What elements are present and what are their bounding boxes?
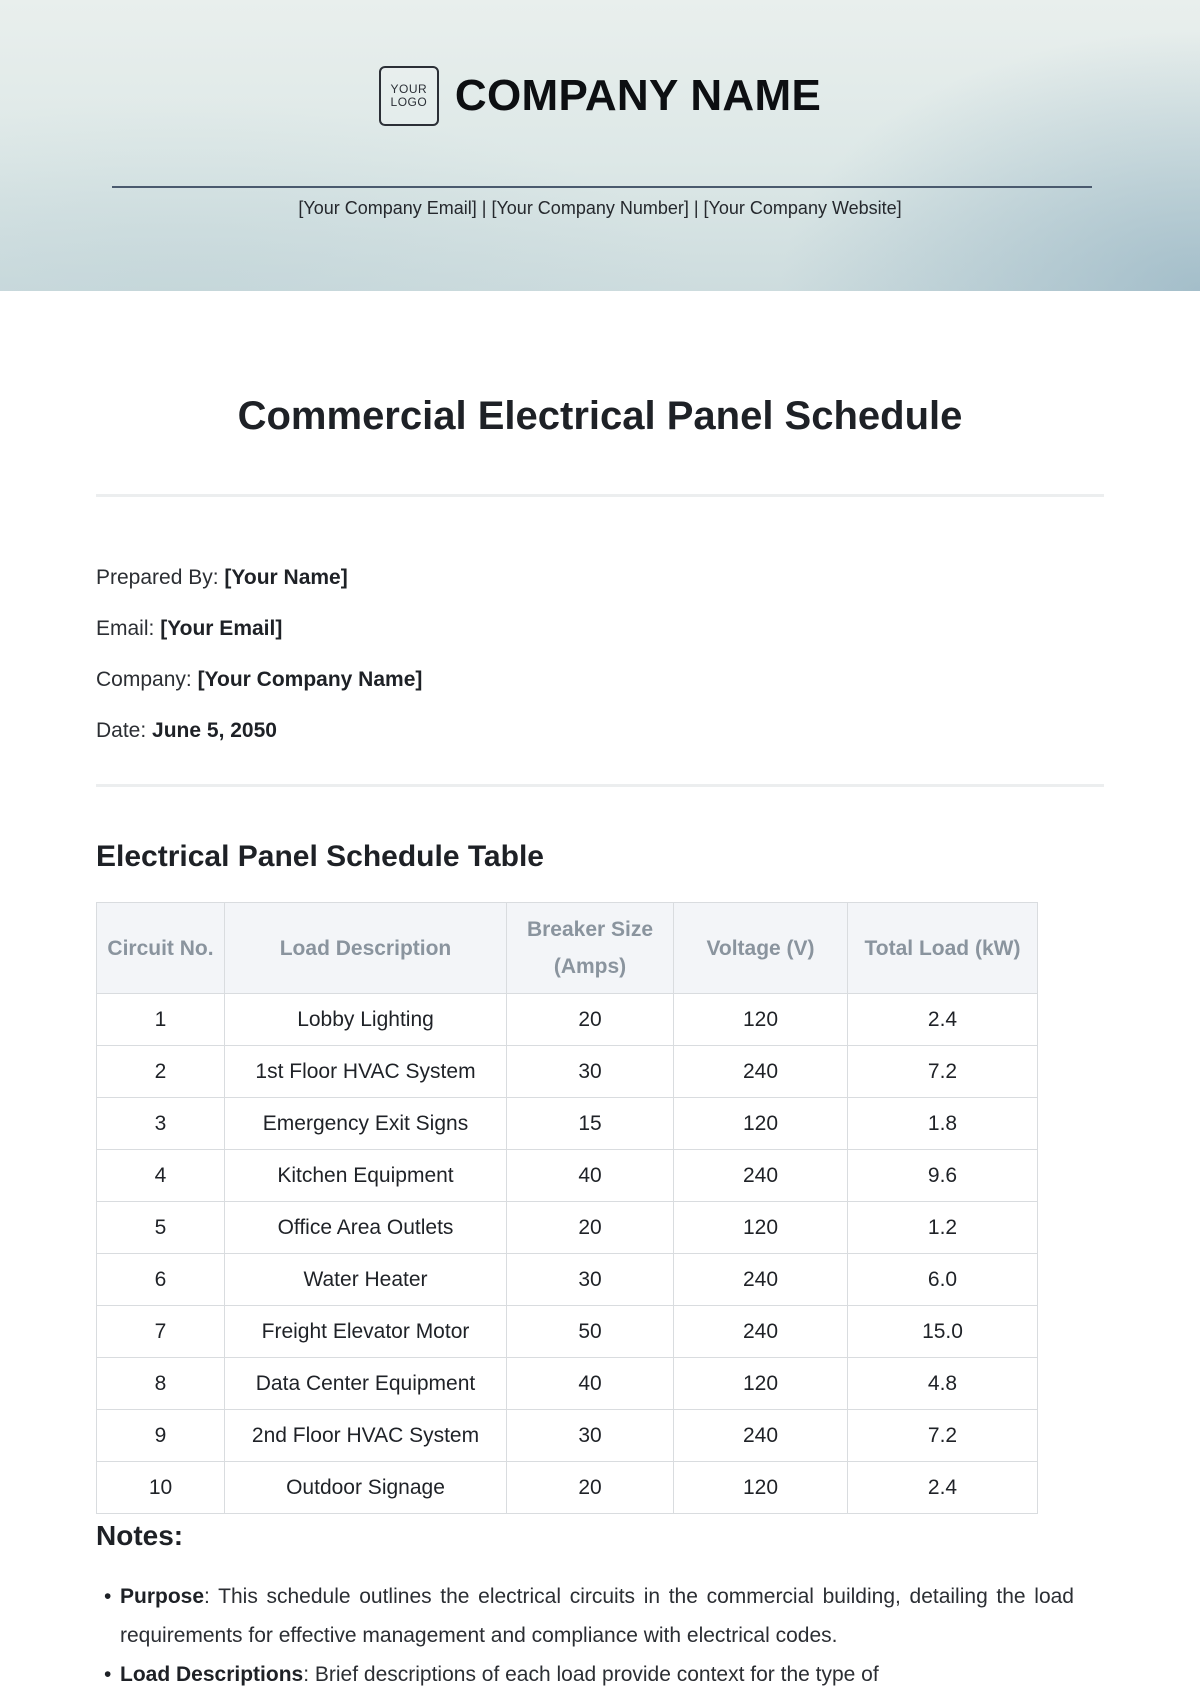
divider <box>96 784 1104 787</box>
table-cell: Kitchen Equipment <box>225 1150 507 1202</box>
table-cell: 6.0 <box>848 1254 1038 1306</box>
table-cell: 7.2 <box>848 1410 1038 1462</box>
table-cell: 20 <box>507 1202 674 1254</box>
table-cell: Data Center Equipment <box>225 1358 507 1410</box>
column-header: Breaker Size (Amps) <box>507 903 674 994</box>
prepared-by-row <box>96 552 422 603</box>
table-row <box>97 1306 1038 1358</box>
table-row <box>97 1462 1038 1514</box>
table-cell: 240 <box>674 1410 848 1462</box>
table-row <box>97 1358 1038 1410</box>
table-cell: Office Area Outlets <box>225 1202 507 1254</box>
column-header: Voltage (V) <box>674 903 848 994</box>
table-cell: Lobby Lighting <box>225 994 507 1046</box>
table-cell: 1st Floor HVAC System <box>225 1046 507 1098</box>
table-header-row <box>97 903 1038 994</box>
note-item <box>104 1577 1074 1655</box>
prepared-by-value: [Your Name] <box>224 566 348 589</box>
table-cell: Freight Elevator Motor <box>225 1306 507 1358</box>
header-band <box>0 0 1200 291</box>
company-row <box>96 654 422 705</box>
table-cell: 240 <box>674 1254 848 1306</box>
table-cell: 9 <box>97 1410 225 1462</box>
note-item <box>104 1655 1074 1694</box>
brand <box>0 66 1200 126</box>
table-cell: 1.2 <box>848 1202 1038 1254</box>
table-cell: 240 <box>674 1306 848 1358</box>
table-cell: 3 <box>97 1098 225 1150</box>
table-cell: 9.6 <box>848 1150 1038 1202</box>
table-cell: 6 <box>97 1254 225 1306</box>
company-name: COMPANY NAME <box>454 71 822 120</box>
company-value: [Your Company Name] <box>197 668 423 691</box>
company-contact-line: [Your Company Email] | [Your Company Number] | [Your Company Website] <box>298 198 902 218</box>
notes-list <box>104 1577 1074 1694</box>
table-row <box>97 1254 1038 1306</box>
table-row <box>97 1202 1038 1254</box>
table-cell: Outdoor Signage <box>225 1462 507 1514</box>
table-cell: 2.4 <box>848 1462 1038 1514</box>
note-term: Purpose <box>120 1585 205 1608</box>
date-value: June 5, 2050 <box>152 719 277 742</box>
table-row <box>97 994 1038 1046</box>
note-text: : Brief descriptions of each load provide context for the type of <box>303 1663 879 1686</box>
table-cell: 20 <box>507 994 674 1046</box>
table-cell: 15 <box>507 1098 674 1150</box>
table-cell: 2 <box>97 1046 225 1098</box>
table-cell: 8 <box>97 1358 225 1410</box>
table-cell: 40 <box>507 1150 674 1202</box>
table-cell: 120 <box>674 1462 848 1514</box>
table-row <box>97 1150 1038 1202</box>
email-row <box>96 603 422 654</box>
table-cell: 240 <box>674 1046 848 1098</box>
panel-schedule-table <box>96 902 1038 1514</box>
table-cell: 120 <box>674 1202 848 1254</box>
table-cell: 120 <box>674 1098 848 1150</box>
table-cell: 5 <box>97 1202 225 1254</box>
table-cell: 10 <box>97 1462 225 1514</box>
table-cell: 30 <box>507 1254 674 1306</box>
table-row <box>97 1046 1038 1098</box>
date-row <box>96 705 422 756</box>
email-value: [Your Email] <box>160 617 283 640</box>
table-cell: 7.2 <box>848 1046 1038 1098</box>
note-term: Load Descriptions <box>120 1663 304 1686</box>
table-cell: 1.8 <box>848 1098 1038 1150</box>
date-label: Date: <box>96 719 147 742</box>
table-cell: 2.4 <box>848 994 1038 1046</box>
table-cell: 30 <box>507 1410 674 1462</box>
table-cell: 40 <box>507 1358 674 1410</box>
column-header: Circuit No. <box>97 903 225 994</box>
divider <box>96 494 1104 497</box>
note-text: : This schedule outlines the electrical circuits in the commercial building, detailing the load requirements for effective management and compliance with electrical codes. <box>120 1585 1074 1647</box>
table-cell: 2nd Floor HVAC System <box>225 1410 507 1462</box>
table-cell: 50 <box>507 1306 674 1358</box>
table-cell: 20 <box>507 1462 674 1514</box>
table-row <box>97 1098 1038 1150</box>
table-cell: Emergency Exit Signs <box>225 1098 507 1150</box>
logo-text-line2: LOGO <box>390 95 428 109</box>
prepared-by-label: Prepared By: <box>96 566 219 589</box>
table-cell: 240 <box>674 1150 848 1202</box>
table-cell: 120 <box>674 1358 848 1410</box>
document-title: Commercial Electrical Panel Schedule <box>237 394 963 438</box>
table-cell: 15.0 <box>848 1306 1038 1358</box>
email-label: Email: <box>96 617 155 640</box>
logo-text-line1: YOUR <box>390 82 428 96</box>
table-cell: 120 <box>674 994 848 1046</box>
table-cell: 7 <box>97 1306 225 1358</box>
table-row <box>97 1410 1038 1462</box>
table-cell: 30 <box>507 1046 674 1098</box>
column-header: Load Description <box>225 903 507 994</box>
table-cell: 1 <box>97 994 225 1046</box>
table-section-title: Electrical Panel Schedule Table <box>96 840 544 873</box>
company-label: Company: <box>96 668 192 691</box>
table-cell: 4 <box>97 1150 225 1202</box>
header-divider <box>112 186 1092 188</box>
table-cell: 4.8 <box>848 1358 1038 1410</box>
company-logo <box>379 66 439 126</box>
table-cell: Water Heater <box>225 1254 507 1306</box>
notes-title: Notes: <box>96 1520 184 1551</box>
column-header: Total Load (kW) <box>848 903 1038 994</box>
document-meta <box>96 552 422 756</box>
